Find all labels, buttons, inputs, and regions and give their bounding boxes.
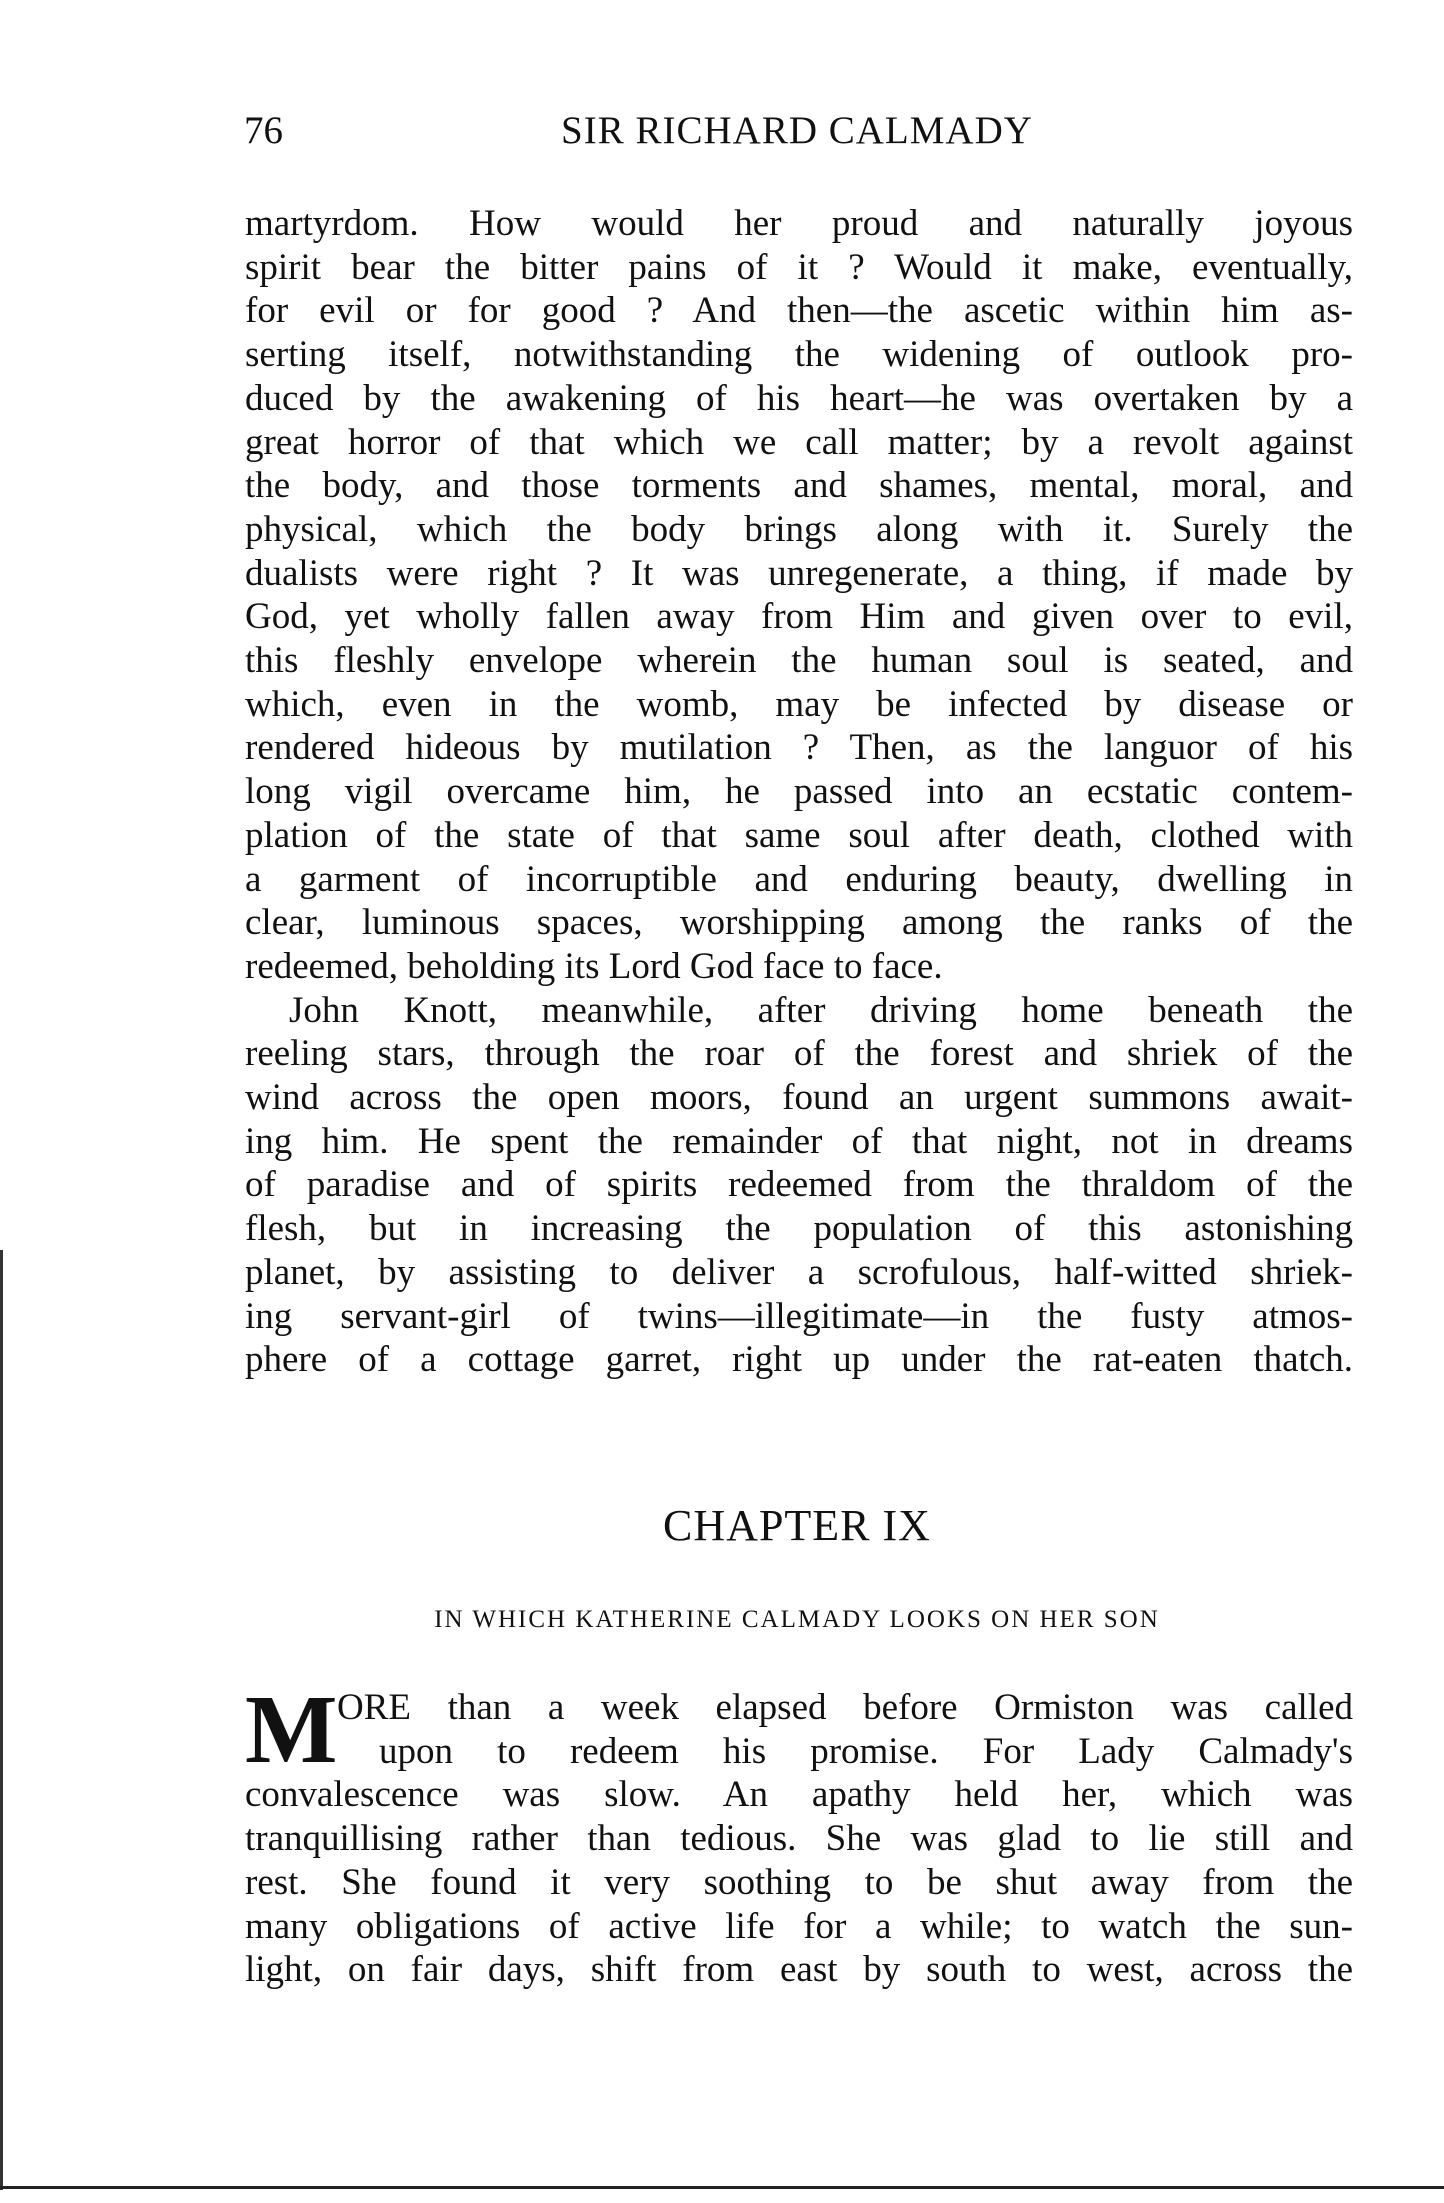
chapter-title: CHAPTER IX bbox=[663, 1501, 931, 1550]
text-line: wind across the open moors, found an urgent summons await- bbox=[245, 1077, 1353, 1119]
text-line: for evil or for good ? And then—the ascetic within him as- bbox=[245, 290, 1353, 332]
text-line: God, yet wholly fallen away from Him and given over to evil, bbox=[245, 596, 1353, 638]
drop-cap: M bbox=[245, 1676, 338, 1784]
text-line: tranquillising rather than tedious. She was glad to lie still and bbox=[245, 1818, 1353, 1860]
text-line: dualists were right ? It was unregenerate, a thing, if made by bbox=[245, 552, 1353, 594]
chapter-body bbox=[245, 1676, 1353, 1992]
text-line: plation of the state of that same soul after death, clothed with bbox=[245, 814, 1353, 856]
text-line: reeling stars, through the roar of the forest and shriek of the bbox=[245, 1033, 1353, 1075]
text-line: clear, luminous spaces, worshipping among the ranks of the bbox=[245, 902, 1353, 944]
chapter-subtitle: IN WHICH KATHERINE CALMADY LOOKS ON HER SON bbox=[434, 1606, 1160, 1633]
text-line: John Knott, meanwhile, after driving home beneath the bbox=[289, 989, 1353, 1031]
text-line: martyrdom. How would her proud and naturally joyous bbox=[245, 203, 1353, 244]
text-line: ing servant-girl of twins—illegitimate—in the fusty atmos- bbox=[245, 1295, 1353, 1337]
running-title: SIR RICHARD CALMADY bbox=[561, 109, 1033, 152]
text-line: a garment of incorruptible and enduring beauty, dwelling in bbox=[245, 858, 1353, 900]
text-line: duced by the awakening of his heart—he was overtaken by a bbox=[245, 377, 1353, 419]
text-line: phere of a cottage garret, right up under the rat-eaten thatch. bbox=[245, 1339, 1353, 1381]
text-line: redeemed, beholding its Lord God face to face. bbox=[245, 945, 943, 987]
text-line: light, on fair days, shift from east by south to west, across the bbox=[245, 1949, 1353, 1991]
page-number: 76 bbox=[244, 109, 283, 152]
body-text-top bbox=[245, 202, 1353, 1382]
page-edge bbox=[0, 1250, 3, 2190]
text-line: spirit bear the bitter pains of it ? Would it make, eventually, bbox=[245, 246, 1353, 288]
text-line: ORE than a week elapsed before Ormiston was called bbox=[337, 1687, 1353, 1728]
text-line: ing him. He spent the remainder of that night, not in dreams bbox=[245, 1120, 1353, 1162]
text-line: convalescence was slow. An apathy held her, which was bbox=[245, 1774, 1353, 1816]
text-line: many obligations of active life for a while; to watch the sun- bbox=[245, 1905, 1353, 1947]
text-line: flesh, but in increasing the population of this astonishing bbox=[245, 1208, 1353, 1250]
text-line: which, even in the womb, may be infected by disease or bbox=[245, 683, 1353, 725]
text-line: rest. She found it very soothing to be shut away from the bbox=[245, 1861, 1353, 1903]
text-line: serting itself, notwithstanding the widening of outlook pro- bbox=[245, 334, 1353, 376]
text-line: great horror of that which we call matter; by a revolt against bbox=[245, 421, 1353, 463]
text-line: of paradise and of spirits redeemed from the thraldom of the bbox=[245, 1164, 1353, 1206]
text-line: the body, and those torments and shames, mental, moral, and bbox=[245, 465, 1353, 507]
text-line: upon to redeem his promise. For Lady Calmady's bbox=[379, 1730, 1353, 1772]
text-line: physical, which the body brings along with it. Surely the bbox=[245, 508, 1353, 550]
text-line: long vigil overcame him, he passed into an ecstatic contem- bbox=[245, 771, 1353, 813]
text-line: rendered hideous by mutilation ? Then, as the languor of his bbox=[245, 727, 1353, 769]
text-line: this fleshly envelope wherein the human soul is seated, and bbox=[245, 640, 1353, 682]
text-line: planet, by assisting to deliver a scrofulous, half-witted shriek- bbox=[245, 1251, 1353, 1293]
page-bottom-rule bbox=[0, 2186, 1444, 2189]
